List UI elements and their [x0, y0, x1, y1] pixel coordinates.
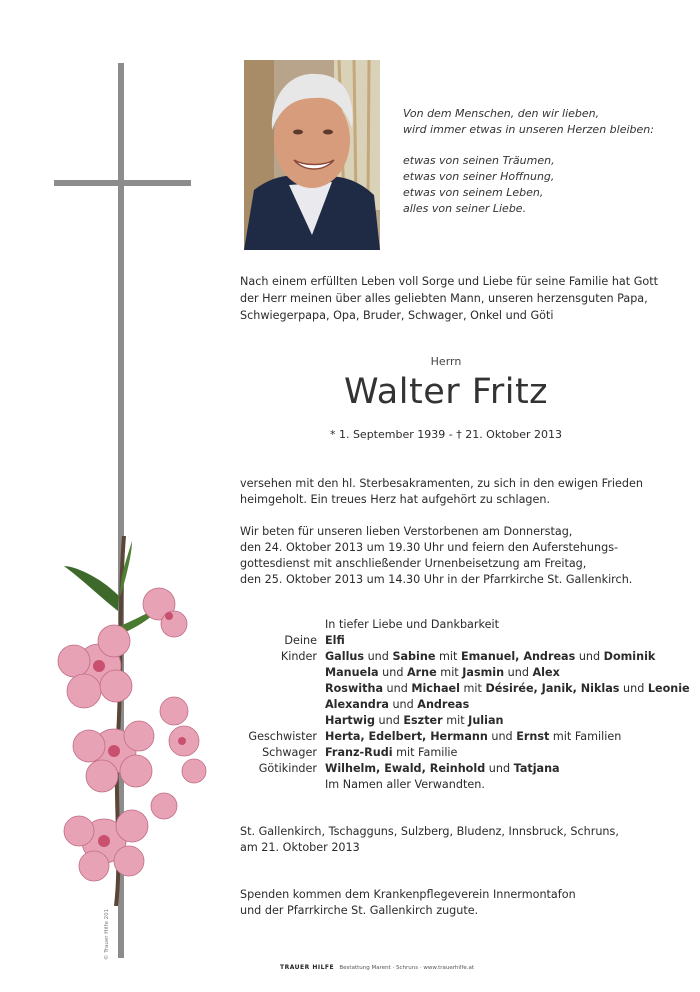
donations-line: Spenden kommen dem Krankenpflegeverein Innermontafon: [240, 888, 576, 901]
footer-brand: TRAUER HILFE: [280, 964, 335, 971]
connector-text: und: [378, 666, 407, 679]
intro-line: der Herr meinen über alles geliebten Mann, unseren herzensguten Papa,: [240, 292, 648, 305]
mourner-name: Eszter: [403, 714, 443, 727]
copyright-note: © Trauer Hilfe 201: [104, 908, 110, 960]
mourner-name: Andreas: [417, 698, 470, 711]
connector-text: mit: [442, 714, 469, 727]
mourner-name: Michael: [411, 682, 460, 695]
blossom-branch-illustration: [44, 536, 214, 906]
mourner-name: Gallus: [325, 650, 365, 663]
mourner-label: Deine: [284, 634, 317, 647]
connector-text: und: [383, 682, 412, 695]
connector-text: mit Familie: [392, 746, 458, 759]
mourner-name: Hartwig: [325, 714, 375, 727]
mourner-name: Julian: [468, 714, 504, 727]
service-line: den 24. Oktober 2013 um 19.30 Uhr und feiern den Auferstehungs-: [240, 541, 619, 554]
connector-text: und: [485, 762, 514, 775]
salutation: Herrn: [430, 355, 462, 368]
deceased-name: Walter Fritz: [343, 372, 549, 412]
mourner-label: Götikinder: [258, 762, 317, 775]
connector-text: und: [575, 650, 604, 663]
mourner-label: Kinder: [280, 650, 317, 663]
mourner-name: Ernst: [516, 730, 550, 743]
mourner-name: Franz-Rudi: [325, 746, 393, 759]
mourner-name: Arne: [407, 666, 437, 679]
poem-line: Von dem Menschen, den wir lieben,: [403, 107, 600, 120]
mourner-name: Dominik: [603, 650, 656, 663]
mourner-name: Leonie: [647, 682, 690, 695]
children-line: [325, 681, 690, 697]
passing-line: versehen mit den hl. Sterbesakramenten, zu sich in den ewigen Frieden: [240, 477, 643, 490]
donations-line: und der Pfarrkirche St. Gallenkirch zugute.: [240, 904, 479, 917]
poem-line: alles von seiner Liebe.: [403, 202, 527, 215]
siblings-line: [325, 729, 621, 745]
mourner-name: Herta, Edelbert, Hermann: [325, 730, 488, 743]
connector-text: mit: [459, 682, 486, 695]
cross-horizontal-beam: [54, 180, 191, 186]
service-paragraph: [240, 524, 680, 588]
mourner-name: Roswitha: [325, 682, 383, 695]
donations-paragraph: [240, 887, 680, 919]
mourner-name: Manuela: [325, 666, 379, 679]
mourners-list: [240, 617, 690, 793]
service-line: Wir beten für unseren lieben Verstorbenen am Donnerstag,: [240, 525, 573, 538]
places-paragraph: [240, 824, 680, 856]
intro-line: Nach einem erfüllten Leben voll Sorge und Liebe für seine Familie hat Gott: [240, 275, 659, 288]
brother-in-law-line: [325, 745, 457, 761]
mourner-name: Jasmin: [462, 666, 505, 679]
connector-text: und: [504, 666, 533, 679]
children-line: [325, 649, 655, 665]
poem-line: etwas von seinen Träumen,: [403, 154, 555, 167]
connector-text: mit: [436, 666, 463, 679]
service-line: den 25. Oktober 2013 um 14.30 Uhr in der Pfarrkirche St. Gallenkirch.: [240, 573, 633, 586]
connector-text: und: [388, 698, 418, 711]
footer-imprint: [280, 964, 474, 971]
connector-text: mit: [435, 650, 461, 663]
mourner-name: Alex: [532, 666, 560, 679]
passing-line: heimgeholt. Ein treues Herz hat aufgehört zu schlagen.: [240, 493, 551, 506]
mourners-opening: In tiefer Liebe und Dankbarkeit: [325, 618, 499, 631]
mourner-name: Tatjana: [513, 762, 560, 775]
passing-paragraph: [240, 476, 680, 508]
service-line: gottesdienst mit anschließender Urnenbeisetzung am Freitag,: [240, 557, 587, 570]
places-line: St. Gallenkirch, Tschagguns, Sulzberg, Bludenz, Innsbruck, Schruns,: [240, 825, 619, 838]
mourner-label: Schwager: [262, 746, 317, 759]
poem-line: wird immer etwas in unseren Herzen bleiben:: [403, 123, 654, 136]
mourners-closing: Im Namen aller Verwandten.: [325, 778, 485, 791]
mourner-label: Geschwister: [248, 730, 317, 743]
footer-text: Bestattung Marent · Schruns · www.trauerhilfe.at: [339, 965, 475, 971]
wife-name: Elfi: [325, 634, 345, 647]
mourner-name: Wilhelm, Ewald, Reinhold: [325, 762, 486, 775]
portrait-photo: [244, 60, 380, 250]
connector-text: mit Familien: [549, 730, 622, 743]
poem-line: etwas von seiner Hoffnung,: [403, 170, 555, 183]
intro-paragraph: [240, 273, 680, 324]
connector-text: und: [487, 730, 517, 743]
mourner-name: Désirée, Janik, Niklas: [485, 682, 620, 695]
connector-text: und: [374, 714, 404, 727]
connector-text: und: [619, 682, 648, 695]
godchildren-line: [325, 761, 560, 777]
children-line: [325, 697, 469, 713]
memorial-poem: [403, 106, 693, 232]
poem-line: etwas von seinem Leben,: [403, 186, 544, 199]
children-line: [325, 665, 560, 681]
life-dates: * 1. September 1939 - † 21. Oktober 2013: [329, 428, 563, 441]
mourner-name: Alexandra: [325, 698, 389, 711]
places-line: am 21. Oktober 2013: [240, 841, 360, 854]
children-line: [325, 713, 503, 729]
intro-line: Schwiegerpapa, Opa, Bruder, Schwager, Onkel und Göti: [240, 309, 554, 322]
connector-text: und: [364, 650, 393, 663]
mourner-name: Sabine: [392, 650, 436, 663]
mourner-name: Emanuel, Andreas: [460, 650, 576, 663]
